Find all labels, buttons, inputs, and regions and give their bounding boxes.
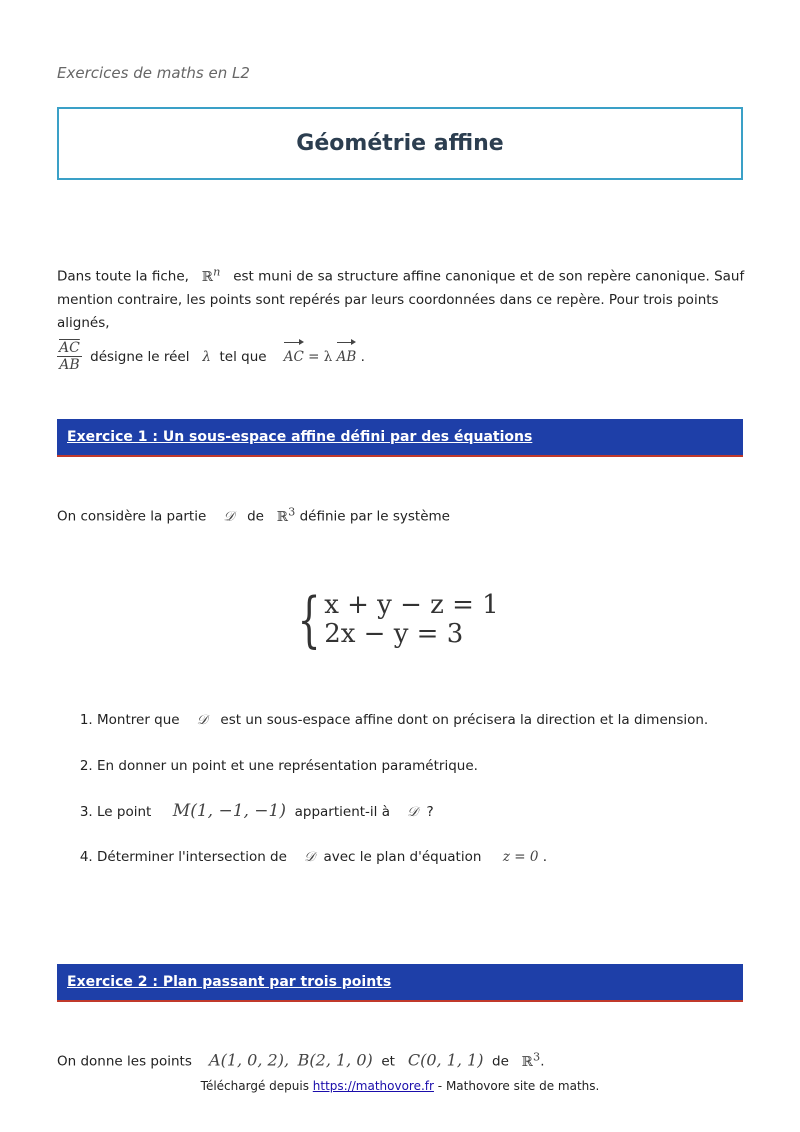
footer-link[interactable]: https://mathovore.fr	[312, 1079, 434, 1093]
intro-text-2: est muni de sa structure affine canonique et de son repère canonique. Sauf mention contraire, les points sont repérés par leurs coordonnées dans ce repère. Pour trois points alignés,	[57, 268, 745, 331]
q1-text-1: Montrer que	[97, 712, 180, 728]
math-point-a: A(1, 0, 2),	[209, 1050, 290, 1070]
q4-math-d: 𝒟	[304, 848, 315, 865]
document-subtitle: Exercices de maths en L2	[57, 64, 250, 82]
ex2-text-3: de	[492, 1053, 509, 1070]
q2-text: En donner un point et une représentation paramétrique.	[97, 757, 478, 774]
q1-math-d: 𝒟	[196, 712, 208, 728]
math-r3-symbol: ℝ	[276, 508, 289, 525]
fraction-numerator	[57, 340, 82, 357]
intro-text-1: Dans toute la fiche,	[57, 268, 189, 285]
ex2-text-1: On donne les points	[57, 1053, 192, 1070]
math-lambda: λ	[202, 348, 211, 365]
exercise-2-statement	[57, 1045, 747, 1074]
equation-2: 2x − y = 3	[324, 619, 464, 649]
page-title: Géométrie affine	[296, 131, 504, 156]
math-r3-ex2-exponent: 3	[533, 1050, 541, 1063]
math-r3-ex2	[521, 1050, 541, 1070]
math-r-exponent: n	[213, 265, 221, 278]
question-1	[97, 708, 777, 754]
math-r3-exponent: 3	[288, 505, 296, 518]
question-3	[97, 799, 777, 845]
equation-system	[290, 585, 499, 655]
math-r3	[276, 505, 296, 525]
footer-suffix: - Mathovore site de maths.	[437, 1079, 600, 1093]
ex1-text-2: de	[247, 508, 264, 525]
system-equations	[324, 591, 499, 649]
exercise-1-header	[57, 419, 743, 457]
question-4	[97, 845, 777, 891]
exercise-2-heading: Exercice 2 : Plan passant par trois points	[67, 974, 392, 990]
footer-prefix: Téléchargé depuis	[200, 1079, 309, 1093]
question-2	[97, 754, 777, 800]
intro-paragraph	[57, 260, 747, 373]
page-footer	[0, 1079, 800, 1093]
q3-math-d: 𝒟	[407, 804, 418, 820]
fraction-numerator-text: $\overline{AC}$	[59, 340, 80, 356]
math-point-b: B(2, 1, 0)	[297, 1050, 373, 1070]
q3-text-2: appartient-il à	[294, 804, 390, 820]
ex1-text-1: On considère la partie	[57, 508, 207, 525]
q4-text-1: Déterminer l'intersection de	[97, 848, 287, 865]
exercise-2-header	[57, 964, 743, 1002]
q4-text-2: avec le plan d'équation	[323, 848, 482, 865]
intro-text-4: tel que	[219, 348, 267, 365]
q3-math-point-m: M(1, −1, −1)	[172, 801, 287, 821]
fraction-denominator: AB	[59, 357, 80, 373]
ex1-text-3: définie par le système	[299, 508, 450, 525]
math-r-n	[201, 265, 221, 285]
intro-text-3: désigne le réel	[90, 348, 190, 365]
q4-text-3: .	[542, 848, 548, 865]
q4-math-plane: z = 0	[502, 848, 539, 865]
exercise-1-heading: Exercice 1 : Un sous-espace affine défini par des équations	[67, 429, 533, 445]
math-d: 𝒟	[223, 508, 235, 525]
system-brace: {	[297, 585, 321, 655]
ex2-text-2: et	[381, 1053, 395, 1070]
math-vector-ab: AB	[337, 339, 357, 371]
exercise-1-questions	[57, 708, 777, 890]
q1-text-2: est un sous-espace affine dont on précisera la direction et la dimension.	[220, 712, 709, 728]
q3-text-3: ?	[426, 804, 434, 820]
equation-1: x + y − z = 1	[324, 590, 499, 620]
math-r-symbol: ℝ	[201, 268, 214, 285]
math-fraction	[57, 340, 82, 373]
math-point-c: C(0, 1, 1)	[407, 1050, 484, 1070]
intro-line-3	[57, 339, 747, 374]
math-equals-lambda: = λ	[308, 348, 333, 365]
math-vector-ac: AC	[284, 339, 304, 371]
title-box	[57, 107, 743, 180]
exercise-1-statement	[57, 500, 747, 529]
intro-text-5: .	[360, 348, 365, 365]
math-r3-ex2-symbol: ℝ	[521, 1053, 534, 1070]
q3-text-1: Le point	[97, 804, 152, 820]
ex2-text-4: .	[540, 1053, 545, 1070]
